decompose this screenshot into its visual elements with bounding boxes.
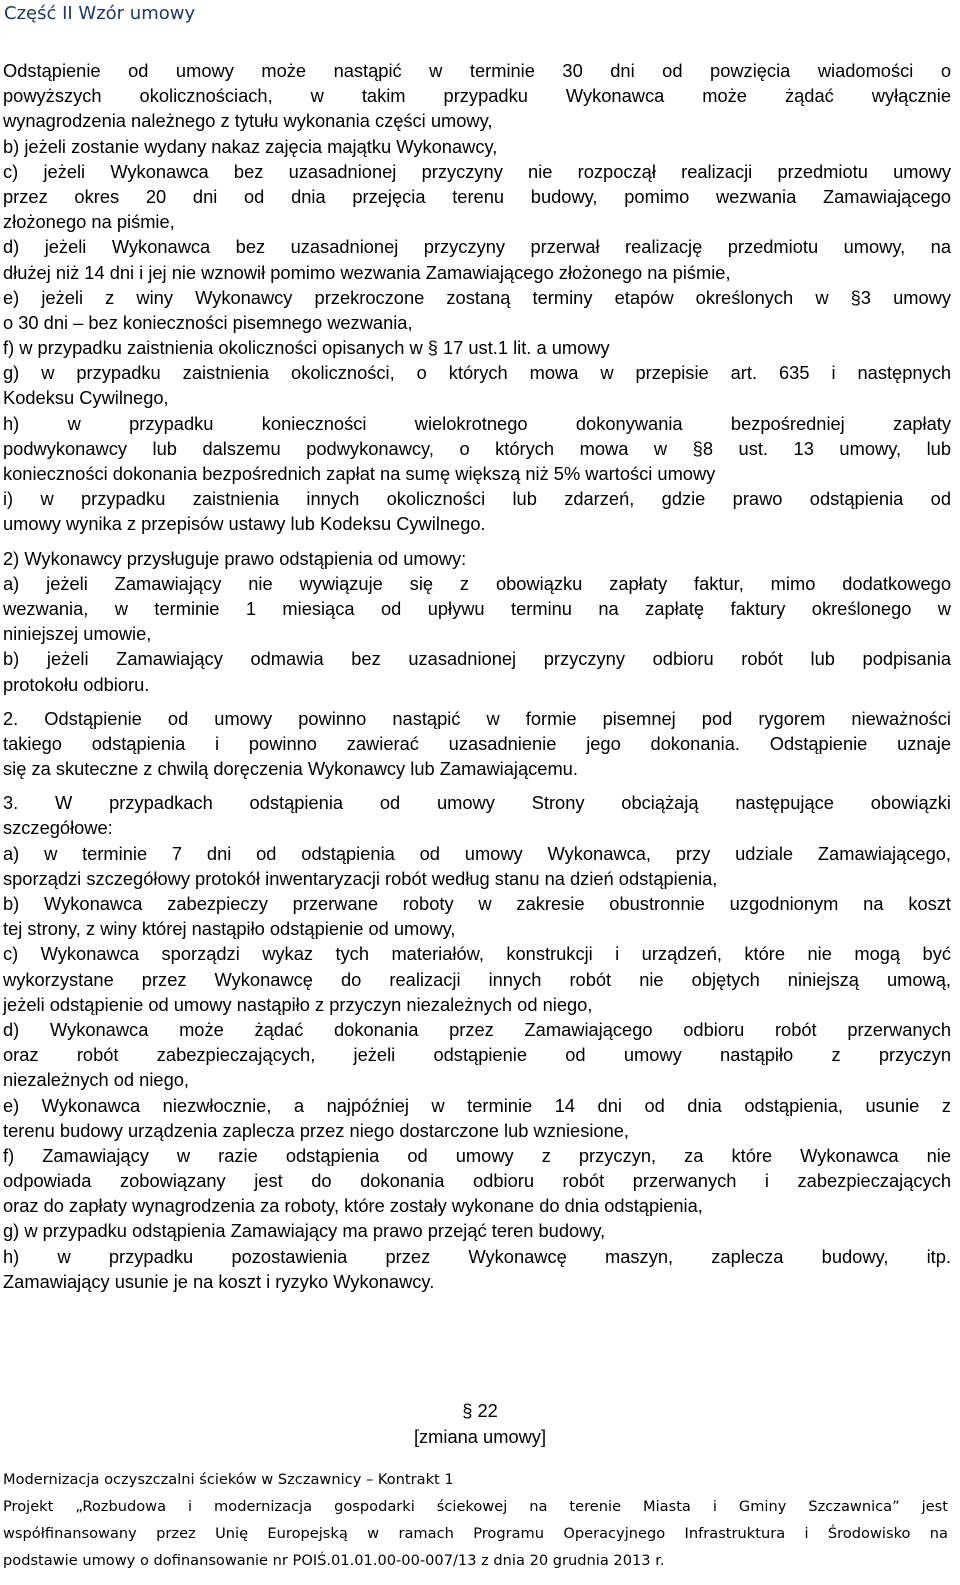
text-line: a) jeżeli Zamawiający nie wywiązuje się z obowiązku zapłaty faktur, mimo dodatkowego [3, 572, 951, 594]
text-line: o 30 dni – bez konieczności pisemnego wezwania, [3, 311, 413, 333]
text-line: 2) Wykonawcy przysługuje prawo odstąpienia od umowy: [3, 547, 467, 569]
text-line: g) w przypadku odstąpienia Zamawiający ma prawo przejąć teren budowy, [3, 1220, 606, 1242]
text-line: Zamawiający usunie je na koszt i ryzyko Wykonawcy. [3, 1270, 435, 1292]
paragraph [3, 790, 951, 1294]
text-line: niniejszej umowie, [3, 623, 152, 645]
document-header-title: Część II Wzór umowy [4, 3, 196, 24]
text-line: f) w przypadku zaistnienia okoliczności opisanych w § 17 ust.1 lit. a umowy [3, 337, 610, 359]
text-line: złożonego na piśmie, [3, 211, 175, 233]
text-line: i) w przypadku zaistnienia innych okoliczności lub zdarzeń, gdzie prawo odstąpienia od [3, 488, 951, 510]
text-line: d) Wykonawca może żądać dokonania przez Zamawiającego odbioru robót przerwanych [3, 1018, 951, 1040]
text-line: b) jeżeli Zamawiający odmawia bez uzasadnionej przyczyny odbioru robót lub podpisania [3, 648, 951, 670]
text-line: tej strony, z winy której nastąpiło odstąpienie od umowy, [3, 918, 456, 940]
paragraph [3, 58, 951, 537]
text-line: Odstąpienie od umowy może nastąpić w terminie 30 dni od powzięcia wiadomości o [3, 60, 951, 81]
text-line: oraz do zapłaty wynagrodzenia za roboty, które zostały wykonane do dnia odstąpienia, [3, 1195, 703, 1217]
text-line: a) w terminie 7 dni od odstąpienia od umowy Wykonawca, przy udziale Zamawiającego, [3, 842, 951, 864]
paragraph [3, 706, 951, 782]
text-line: umowy wynika z przepisów ustawy lub Kodeksu Cywilnego. [3, 513, 486, 535]
text-line: b) jeżeli zostanie wydany nakaz zajęcia majątku Wykonawcy, [3, 135, 498, 157]
text-line: f) Zamawiający w razie odstąpienia od umowy z przyczyn, za które Wykonawca nie [3, 1144, 951, 1166]
text-line: d) jeżeli Wykonawca bez uzasadnionej przyczyny przerwał realizację przedmiotu umowy, na [3, 236, 951, 258]
text-line: g) w przypadku zaistnienia okoliczności, o których mowa w przepisie art. 635 i następnych [3, 362, 951, 384]
text-line: b) Wykonawca zabezpieczy przerwane roboty w zakresie obustronnie uzgodnionym na koszt [3, 893, 951, 914]
text-line: odpowiada zobowiązany jest do dokonania odbioru robót przerwanych i zabezpieczających [3, 1170, 951, 1192]
section-title: [zmiana umowy] [413, 1426, 547, 1447]
text-line: Kodeksu Cywilnego, [3, 387, 169, 409]
footer-project-line-1: Projekt „Rozbudowa i modernizacja gospodarki ściekowej na terenie Miasta i Gminy Szczawnica” jest [3, 1498, 948, 1515]
footer-project-line-2: współfinansowany przez Unię Europejską w ramach Programu Operacyjnego Infrastruktura i Środowisko na [3, 1525, 948, 1542]
text-line: h) w przypadku konieczności wielokrotnego dokonywania bezpośredniej zapłaty [3, 412, 951, 434]
text-line: terenu budowy urządzenia zaplecza przez niego dostarczone lub wzniesione, [3, 1119, 630, 1141]
text-line: konieczności dokonania bezpośrednich zapłat na sumę większą niż 5% wartości umowy [3, 463, 716, 484]
text-line: h) w przypadku pozostawienia przez Wykonawcę maszyn, zaplecza budowy, itp. [3, 1245, 951, 1267]
text-line: szczegółowe: [3, 817, 113, 839]
text-line: powyższych okolicznościach, w takim przypadku Wykonawca może żądać wyłącznie [3, 85, 951, 107]
text-line: 3. W przypadkach odstąpienia od umowy Strony obciążają następujące obowiązki [3, 792, 951, 814]
text-line: przez okres 20 dni od dnia przejęcia terenu budowy, pomimo wezwania Zamawiającego [3, 185, 951, 207]
text-line: e) jeżeli z winy Wykonawcy przekroczone zostaną terminy etapów określonych w §3 umowy [3, 286, 951, 308]
text-line: niezależnych od niego, [3, 1069, 189, 1091]
text-line: c) jeżeli Wykonawca bez uzasadnionej przyczyny nie rozpoczął realizacji przedmiotu umowy [3, 160, 951, 182]
text-line: e) Wykonawca niezwłocznie, a najpóźniej w terminie 14 dni od dnia odstąpienia, usunie z [3, 1094, 951, 1116]
footer-project-line-3: podstawie umowy o dofinansowanie nr POIŚ.01.01.00-00-007/13 z dnia 20 grudnia 2013 r. [3, 1552, 665, 1569]
text-line: oraz robót zabezpieczających, jeżeli odstąpienie od umowy nastąpiło z przyczyn [3, 1044, 951, 1066]
text-line: dłużej niż 14 dni i jej nie wznowił pomimo wezwania Zamawiającego złożonego na piśmie, [3, 261, 731, 283]
paragraph [3, 546, 951, 697]
section-number: § 22 [462, 1400, 498, 1421]
text-line: wykorzystane przez Wykonawcę do realizacji innych robót nie objętych niniejszą umową, [3, 968, 951, 990]
text-line: sporządzi szczegółowy protokół inwentaryzacji robót według stanu na dzień odstąpienia, [3, 867, 718, 889]
text-line: podwykonawcy lub dalszemu podwykonawcy, o których mowa w §8 ust. 13 umowy, lub [3, 437, 951, 459]
text-line: jeżeli odstąpienie od umowy nastąpiło z przyczyn niezależnych od niego, [3, 993, 593, 1015]
text-line: 2. Odstąpienie od umowy powinno nastąpić w formie pisemnej pod rygorem nieważności [3, 707, 951, 729]
text-line: takiego odstąpienia i powinno zawierać uzasadnienie jego dokonania. Odstąpienie uznaje [3, 732, 951, 754]
text-line: wezwania, w terminie 1 miesiąca od upływu terminu na zapłatę faktury określonego w [3, 597, 951, 619]
document-footer [3, 1466, 948, 1574]
text-line: się za skuteczne z chwilą doręczenia Wykonawcy lub Zamawiającemu. [3, 758, 578, 780]
footer-contract-name: Modernizacja oczyszczalni ścieków w Szczawnicy – Kontrakt 1 [3, 1471, 454, 1488]
text-line: wynagrodzenia należnego z tytułu wykonania części umowy, [3, 110, 493, 132]
text-line: c) Wykonawca sporządzi wykaz tych materiałów, konstrukcji i urządzeń, które nie mogą być [3, 943, 951, 965]
text-line: protokołu odbioru. [3, 673, 150, 695]
contract-body-text [0, 58, 951, 1303]
